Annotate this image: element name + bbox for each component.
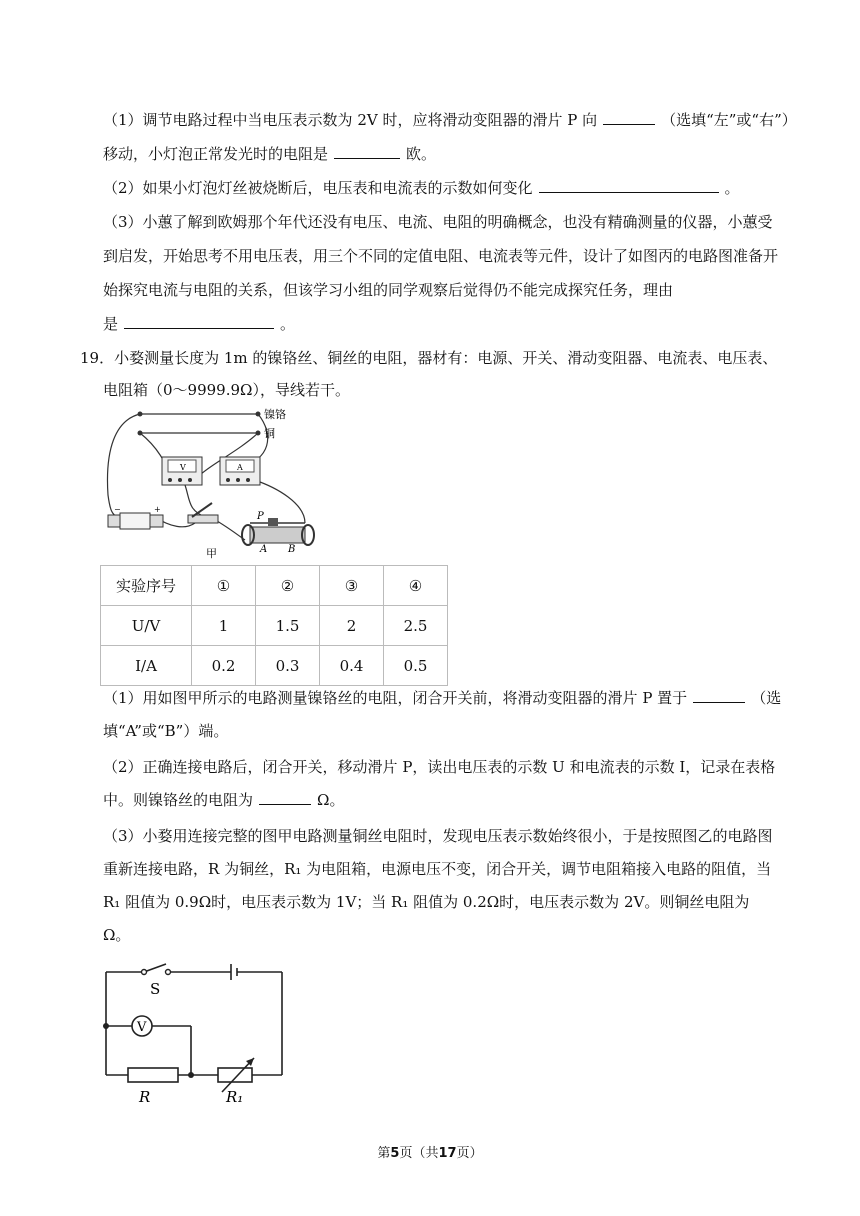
label-terminal-a: A bbox=[260, 544, 268, 555]
label-terminal-b: B bbox=[288, 544, 296, 555]
q18-part2-text-b: 。 bbox=[724, 179, 740, 197]
voltmeter-label: V bbox=[137, 1020, 147, 1035]
table-cell: U/V bbox=[101, 606, 192, 646]
table-cell: 0.5 bbox=[384, 646, 448, 686]
table-row bbox=[101, 646, 448, 686]
q18-part3-text-1: （3）小蕙了解到欧姆那个年代还没有电压、电流、电阻的明确概念，也没有精确测量的仪器，小蕙受 bbox=[103, 213, 773, 231]
q19-part3-text-4: Ω。 bbox=[103, 926, 131, 944]
figure-jia-circuit-photo bbox=[100, 405, 330, 560]
footer-text-pre: 第 bbox=[377, 1146, 391, 1161]
q18-part3-text-4b: 。 bbox=[280, 315, 296, 333]
table-cell: I/A bbox=[101, 646, 192, 686]
q19-stem-text-2: 电阻箱（0～9999.9Ω），导线若干。 bbox=[103, 381, 350, 399]
q18-part3-line2 bbox=[103, 246, 778, 266]
table-cell: 实验序号 bbox=[101, 566, 192, 606]
label-copper: 铜 bbox=[264, 427, 275, 440]
rheostat-icon bbox=[250, 527, 305, 543]
table-cell: 0.2 bbox=[192, 646, 256, 686]
table-cell: ④ bbox=[384, 566, 448, 606]
table-cell: ① bbox=[192, 566, 256, 606]
q18-part1-text-d: 欧。 bbox=[406, 145, 437, 163]
q19-part3-line4 bbox=[103, 925, 130, 945]
table-cell: ② bbox=[256, 566, 320, 606]
voltmeter-symbol: V bbox=[180, 463, 186, 472]
table-cell: 1.5 bbox=[256, 606, 320, 646]
q19-part3-text-2: 重新连接电路，R 为铜丝，R₁ 为电阻箱，电源电压不变，闭合开关，调节电阻箱接入电路的阻值，当 bbox=[103, 860, 772, 878]
figure-jia-caption: 甲 bbox=[206, 547, 217, 560]
resistor-label-r: R bbox=[139, 1088, 151, 1106]
q19-part1-blank[interactable] bbox=[693, 688, 745, 703]
q18-part1-blank-direction[interactable] bbox=[603, 110, 655, 125]
q19-part3-text-3: R₁ 阻值为 0.9Ω时，电压表示数为 1V；当 R₁ 阻值为 0.2Ω时，电压表示数为 2V。则铜丝电阻为 bbox=[103, 893, 750, 911]
q18-part1-text-a: （1）调节电路过程中当电压表示数为 2V 时，应将滑动变阻器的滑片 P 向 bbox=[103, 111, 598, 129]
q18-part3-text-2: 到启发，开始思考不用电压表，用三个不同的定值电阻、电流表等元件，设计了如图丙的电路图准备开 bbox=[103, 247, 779, 265]
q19-part1-text-c: 填“A”或“B”）端。 bbox=[103, 722, 229, 740]
resistor-label-r1: R₁ bbox=[226, 1088, 244, 1106]
q19-part2-text-a: （2）正确连接电路后，闭合开关，移动滑片 P，读出电压表的示数 U 和电流表的示数 I，记录在表格 bbox=[103, 758, 776, 776]
q18-part2-line bbox=[103, 178, 740, 198]
label-slider-p: P bbox=[257, 511, 264, 522]
table-row bbox=[101, 606, 448, 646]
table-cell: 0.3 bbox=[256, 646, 320, 686]
q18-part1-text-c: 移动，小灯泡正常发光时的电阻是 bbox=[103, 145, 329, 163]
table-cell: 1 bbox=[192, 606, 256, 646]
q18-part2-blank[interactable] bbox=[539, 178, 719, 193]
svg-text:+: + bbox=[154, 505, 161, 514]
q18-part1-blank-resistance[interactable] bbox=[334, 144, 400, 159]
q18-part3-blank-reason[interactable] bbox=[124, 314, 274, 329]
page-number: 5 bbox=[390, 1146, 400, 1161]
q19-stem-line1 bbox=[80, 348, 777, 368]
table-cell: ③ bbox=[320, 566, 384, 606]
svg-text:−: − bbox=[114, 505, 121, 514]
q19-part2-line1 bbox=[103, 757, 775, 777]
table-cell: 0.4 bbox=[320, 646, 384, 686]
q19-part2-line2 bbox=[103, 790, 344, 810]
table-cell: 2.5 bbox=[384, 606, 448, 646]
q19-stem-line2 bbox=[103, 380, 350, 400]
table-header-row bbox=[101, 566, 448, 606]
q18-part1-line1 bbox=[103, 110, 797, 130]
q18-part3-text-3: 始探究电流与电阻的关系，但该学习小组的同学观察后觉得仍不能完成探究任务，理由 bbox=[103, 281, 674, 299]
q19-part1-text-a: （1）用如图甲所示的电路测量镍铬丝的电阻，闭合开关前，将滑动变阻器的滑片 P 置于 bbox=[103, 689, 688, 707]
switch-label: S bbox=[150, 980, 161, 998]
data-table bbox=[100, 565, 448, 686]
figure-yi-circuit-diagram bbox=[96, 960, 296, 1106]
q18-part3-line4 bbox=[103, 314, 295, 334]
q19-part1-line2 bbox=[103, 721, 228, 741]
q19-part2-blank[interactable] bbox=[259, 790, 311, 805]
q19-part2-text-c: Ω。 bbox=[317, 791, 345, 809]
q19-part3-line3 bbox=[103, 892, 749, 912]
q19-part1-line1 bbox=[103, 688, 781, 708]
footer-text-mid: 页（共 bbox=[399, 1146, 439, 1161]
q19-part3-line1 bbox=[103, 826, 773, 846]
label-nichrome: 镍铬 bbox=[264, 408, 286, 421]
footer-text-post: 页） bbox=[456, 1146, 483, 1161]
page-footer bbox=[0, 1142, 860, 1161]
ammeter-symbol: A bbox=[237, 463, 243, 472]
q19-stem-text-1: 19．小婺测量长度为 1m 的镍铬丝、铜丝的电阻，器材有：电源、开关、滑动变阻器、电流表、电压表、 bbox=[80, 349, 778, 367]
q18-part3-line1 bbox=[103, 212, 773, 232]
q18-part1-text-b: （选填“左”或“右”） bbox=[661, 111, 797, 129]
q18-part2-text-a: （2）如果小灯泡灯丝被烧断后，电压表和电流表的示数如何变化 bbox=[103, 179, 533, 197]
q19-part3-text-1: （3）小婺用连接完整的图甲电路测量铜丝电阻时，发现电压表示数始终很小，于是按照图乙的电路图 bbox=[103, 827, 773, 845]
q18-part1-line2 bbox=[103, 144, 436, 164]
q18-part3-line3 bbox=[103, 280, 673, 300]
q18-part3-text-4a: 是 bbox=[103, 315, 119, 333]
table-cell: 2 bbox=[320, 606, 384, 646]
page-total: 17 bbox=[438, 1146, 457, 1161]
q19-part1-text-b: （选 bbox=[751, 689, 782, 707]
q19-part2-text-b: 中。则镍铬丝的电阻为 bbox=[103, 791, 254, 809]
q19-part3-line2 bbox=[103, 859, 771, 879]
